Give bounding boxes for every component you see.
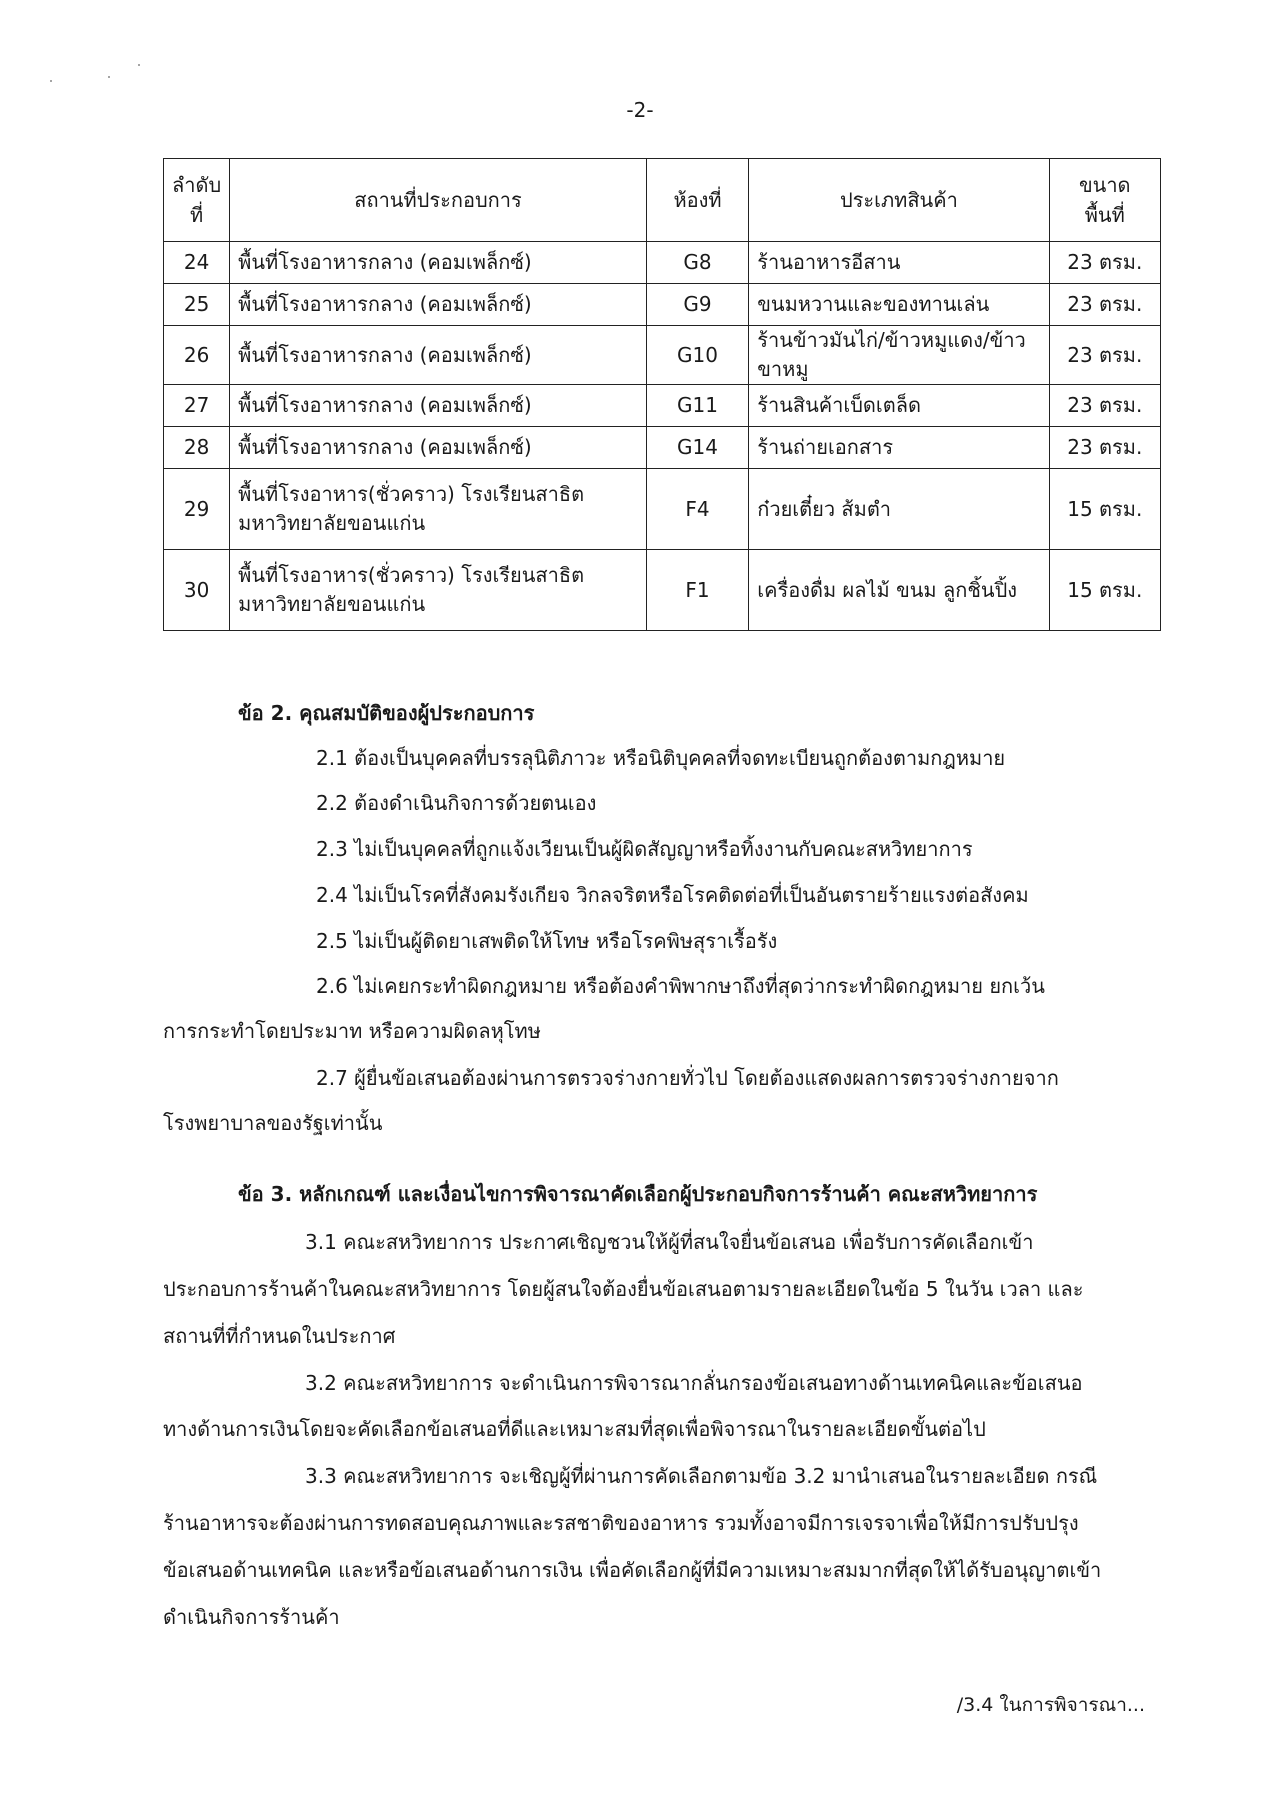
cell-room: G10 <box>646 326 748 385</box>
section3-heading: ข้อ 3. หลักเกณฑ์ และเงื่อนไขการพิจารณาคัดเลือกผู้ประกอบกิจการร้านค้า คณะสหวิทยาการ <box>238 1182 1038 1206</box>
cell-size: 15 ตรม. <box>1049 550 1160 631</box>
cell-size: 15 ตรม. <box>1049 469 1160 550</box>
table-row <box>164 242 1161 284</box>
cell-place <box>230 550 647 631</box>
header-no-line1: ลำดับ <box>172 173 222 197</box>
cell-type: ขนมหวานและของทานเล่น <box>749 284 1049 326</box>
cell-size: 23 ตรม. <box>1049 242 1160 284</box>
section3-item-continued: ทางด้านการเงินโดยจะคัดเลือกข้อเสนอที่ดีและเหมาะสมที่สุดเพื่อพิจารณาในรายละเอียดขั้นต่อไป <box>163 1417 986 1441</box>
cell-type: ร้านสินค้าเบ็ดเตล็ด <box>749 385 1049 427</box>
cell-type: ก๋วยเตี๋ยว ส้มตำ <box>749 469 1049 550</box>
section2-item-continued: โรงพยาบาลของรัฐเท่านั้น <box>163 1111 383 1135</box>
section3-item: 3.1 คณะสหวิทยาการ ประกาศเชิญชวนให้ผู้ที่สนใจยื่นข้อเสนอ เพื่อรับการคัดเลือกเข้า <box>305 1230 1034 1254</box>
cell-no: 28 <box>164 427 230 469</box>
scan-speck <box>138 64 140 66</box>
section3-item: 3.3 คณะสหวิทยาการ จะเชิญผู้ที่ผ่านการคัดเลือกตามข้อ 3.2 มานำเสนอในรายละเอียด กรณี <box>305 1464 1098 1488</box>
table-row <box>164 469 1161 550</box>
cell-type: ร้านข้าวมันไก่/ข้าวหมูแดง/ข้าวขาหมู <box>749 326 1049 385</box>
cell-no: 25 <box>164 284 230 326</box>
cell-room: G9 <box>646 284 748 326</box>
cell-no: 27 <box>164 385 230 427</box>
cell-type: ร้านอาหารอีสาน <box>749 242 1049 284</box>
cell-place-line2: มหาวิทยาลัยขอนแก่น <box>238 511 426 535</box>
cell-size: 23 ตรม. <box>1049 326 1160 385</box>
table-row <box>164 385 1161 427</box>
cell-room: G11 <box>646 385 748 427</box>
header-size-line2: พื้นที่ <box>1084 203 1125 227</box>
cell-place-line1: พื้นที่โรงอาหาร(ชั่วคราว) โรงเรียนสาธิต <box>238 482 585 506</box>
header-place: สถานที่ประกอบการ <box>230 159 647 242</box>
cell-size: 23 ตรม. <box>1049 385 1160 427</box>
section2-item: 2.4 ไม่เป็นโรคที่สังคมรังเกียจ วิกลจริตหรือโรคติดต่อที่เป็นอันตรายร้ายแรงต่อสังคม <box>316 883 1029 907</box>
table-row <box>164 284 1161 326</box>
section3-item-continued: ร้านอาหารจะต้องผ่านการทดสอบคุณภาพและรสชาติของอาหาร รวมทั้งอาจมีการเจรจาเพื่อให้มีการปรับปรุง <box>163 1511 1079 1535</box>
cell-place <box>230 469 647 550</box>
section3-item-continued: ข้อเสนอด้านเทคนิค และหรือข้อเสนอด้านการเงิน เพื่อคัดเลือกผู้ที่มีความเหมาะสมมากที่สุดให้ได้รับอนุญาตเข้า <box>163 1558 1102 1582</box>
header-type: ประเภทสินค้า <box>749 159 1049 242</box>
footer-continuation-ref: /3.4 ในการพิจารณา... <box>956 1694 1145 1716</box>
cell-size: 23 ตรม. <box>1049 427 1160 469</box>
section2-item: 2.1 ต้องเป็นบุคคลที่บรรลุนิติภาวะ หรือนิติบุคคลที่จดทะเบียนถูกต้องตามกฎหมาย <box>316 746 1006 770</box>
cell-place: พื้นที่โรงอาหารกลาง (คอมเพล็กซ์) <box>230 385 647 427</box>
cell-place: พื้นที่โรงอาหารกลาง (คอมเพล็กซ์) <box>230 242 647 284</box>
cell-room: G14 <box>646 427 748 469</box>
cell-place: พื้นที่โรงอาหารกลาง (คอมเพล็กซ์) <box>230 427 647 469</box>
section3-item-continued: ประกอบการร้านค้าในคณะสหวิทยาการ โดยผู้สนใจต้องยื่นข้อเสนอตามรายละเอียดในข้อ 5 ในวัน เวลา และ <box>163 1277 1084 1301</box>
section2-item: 2.7 ผู้ยื่นข้อเสนอต้องผ่านการตรวจร่างกายทั่วไป โดยต้องแสดงผลการตรวจร่างกายจาก <box>316 1066 1059 1090</box>
cell-room: G8 <box>646 242 748 284</box>
cell-no: 30 <box>164 550 230 631</box>
section2-item: 2.3 ไม่เป็นบุคคลที่ถูกแจ้งเวียนเป็นผู้ผิดสัญญาหรือทิ้งงานกับคณะสหวิทยาการ <box>316 837 973 861</box>
section2-heading: ข้อ 2. คุณสมบัติของผู้ประกอบการ <box>238 701 535 725</box>
cell-place: พื้นที่โรงอาหารกลาง (คอมเพล็กซ์) <box>230 326 647 385</box>
section2-item: 2.6 ไม่เคยกระทำผิดกฎหมาย หรือต้องคำพิพากษาถึงที่สุดว่ากระทำผิดกฎหมาย ยกเว้น <box>316 974 1045 998</box>
header-size-line1: ขนาด <box>1078 173 1131 197</box>
table-row <box>164 326 1161 385</box>
cell-room: F1 <box>646 550 748 631</box>
section2-item: 2.5 ไม่เป็นผู้ติดยาเสพติดให้โทษ หรือโรคพิษสุราเรื้อรัง <box>316 929 778 953</box>
section3-item: 3.2 คณะสหวิทยาการ จะดำเนินการพิจารณากลั่นกรองข้อเสนอทางด้านเทคนิคและข้อเสนอ <box>305 1371 1083 1395</box>
section2-item: 2.2 ต้องดำเนินกิจการด้วยตนเอง <box>316 791 597 815</box>
cell-place: พื้นที่โรงอาหารกลาง (คอมเพล็กซ์) <box>230 284 647 326</box>
header-room: ห้องที่ <box>646 159 748 242</box>
section2-item-continued: การกระทำโดยประมาท หรือความผิดลหุโทษ <box>163 1019 541 1043</box>
section3-item-continued: ดำเนินกิจการร้านค้า <box>163 1605 340 1629</box>
table-header-row <box>164 159 1161 242</box>
table-row <box>164 550 1161 631</box>
cell-place-line2: มหาวิทยาลัยขอนแก่น <box>238 592 426 616</box>
scan-speck <box>50 80 52 82</box>
vendor-table <box>163 158 1161 631</box>
cell-no: 24 <box>164 242 230 284</box>
cell-no: 29 <box>164 469 230 550</box>
cell-type: ร้านถ่ายเอกสาร <box>749 427 1049 469</box>
section3-item-continued: สถานที่ที่กำหนดในประกาศ <box>163 1324 396 1348</box>
cell-type: เครื่องดื่ม ผลไม้ ขนม ลูกชิ้นปิ้ง <box>749 550 1049 631</box>
header-no-line2: ที่ <box>189 203 204 227</box>
cell-place-line1: พื้นที่โรงอาหาร(ชั่วคราว) โรงเรียนสาธิต <box>238 563 585 587</box>
table-row <box>164 427 1161 469</box>
header-no <box>164 159 230 242</box>
cell-size: 23 ตรม. <box>1049 284 1160 326</box>
page-number: -2- <box>626 98 654 122</box>
cell-no: 26 <box>164 326 230 385</box>
scan-speck <box>108 76 110 78</box>
header-size <box>1049 159 1160 242</box>
cell-room: F4 <box>646 469 748 550</box>
